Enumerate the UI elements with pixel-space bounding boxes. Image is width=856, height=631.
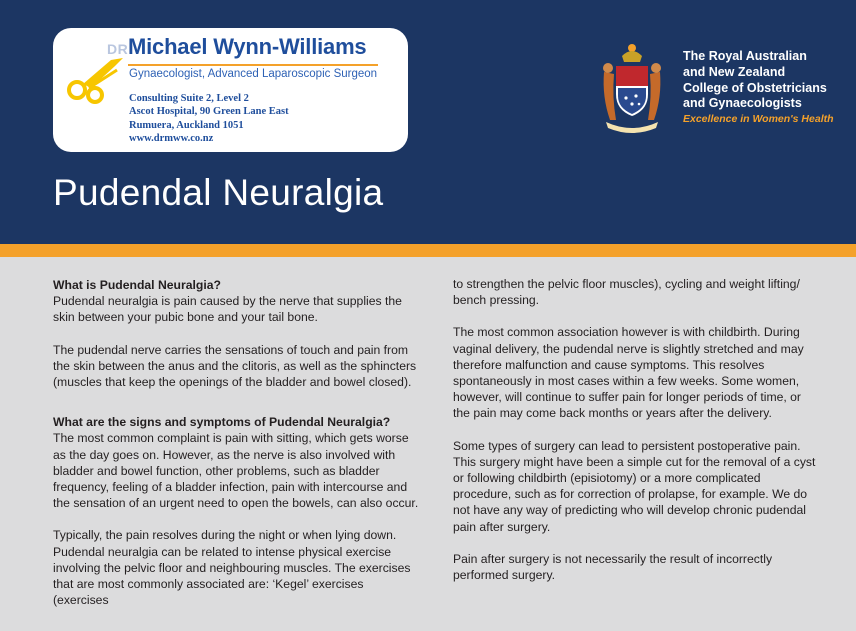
page-title: Pudendal Neuralgia <box>53 172 384 213</box>
doctor-card <box>53 28 408 152</box>
orange-divider <box>0 244 856 257</box>
college-crest-icon <box>596 42 668 134</box>
doctor-prefix: DR <box>107 41 129 57</box>
paragraph: The pudendal nerve carries the sensations of touch and pain from the skin between the anus and the clitoris, as well as the sphincters (muscles that keep the openings of the bladder and bowel closed). <box>53 342 417 390</box>
section-heading: What is Pudendal Neuralgia? <box>53 278 221 292</box>
name-underline <box>128 64 378 66</box>
paragraph: Some types of surgery can lead to persistent postoperative pain. This surgery might have been a simple cut for the removal of a cyst or following childbirth (episiotomy) or a more complicated procedure, such as for correction of prolapse, for example. We do not have any way of predicting who will develop chronic pudendal pain after surgery. <box>453 438 816 534</box>
paragraph: Typically, the pain resolves during the night or when lying down. Pudendal neuralgia can be related to intense physical exercise involving the pelvic floor and neighbouring muscles. The exercises that are most commonly associated are: ‘Kegel’ exercises (exercises <box>53 528 411 608</box>
doctor-address <box>129 92 289 146</box>
paragraph: Pain after surgery is not necessarily the result of incorrectly performed surgery. <box>453 551 773 583</box>
paragraph: The most common complaint is pain with sitting, which gets worse as the day goes on. However, as the nerve is also involved with bladder and bowel function, other problems, such as bladder frequency, feeling of a bladder infection, pain with intercourse and the sensation of an urgent need to open the bowels, can also occur. <box>53 431 419 511</box>
college-name-line: College of Obstetricians <box>683 80 827 95</box>
paragraph: Pudendal neuralgia is pain caused by the nerve that supplies the skin between your pubic bone and your tail bone. <box>53 294 402 325</box>
right-column <box>453 277 819 599</box>
paragraph: The most common association however is with childbirth. During vaginal delivery, the pudendal nerve is slightly stretched and may therefore malfunction and cause symptoms. This resolves spontaneously in most cases within a few weeks. Some women, however, will continue to suffer pain for longer periods of time, or the pain may come back months or years after the delivery. <box>453 325 804 421</box>
website-text: www.drmww.co.nz <box>129 133 214 145</box>
college-name-line: The Royal Australian <box>683 49 807 63</box>
doctor-name: Michael Wynn-Williams <box>128 34 367 59</box>
college-name-line: and Gynaecologists <box>683 96 802 111</box>
address-line: Rumuera, Auckland 1051 <box>129 119 244 131</box>
college-name-line: and New Zealand <box>683 64 786 79</box>
paragraph: to strengthen the pelvic floor muscles), cycling and weight lifting/ bench pressing. <box>453 277 800 308</box>
college-motto: Excellence in Women's Health <box>683 113 834 125</box>
address-line: Ascot Hospital, 90 Green Lane East <box>129 106 289 118</box>
address-line: Consulting Suite 2, Level 2 <box>129 93 249 104</box>
left-column <box>53 277 419 624</box>
section-heading: What are the signs and symptoms of Pudendal Neuralgia? <box>53 415 391 430</box>
doctor-title: Gynaecologist, Advanced Laparoscopic Surgeon <box>129 68 378 80</box>
college-name <box>683 49 853 112</box>
